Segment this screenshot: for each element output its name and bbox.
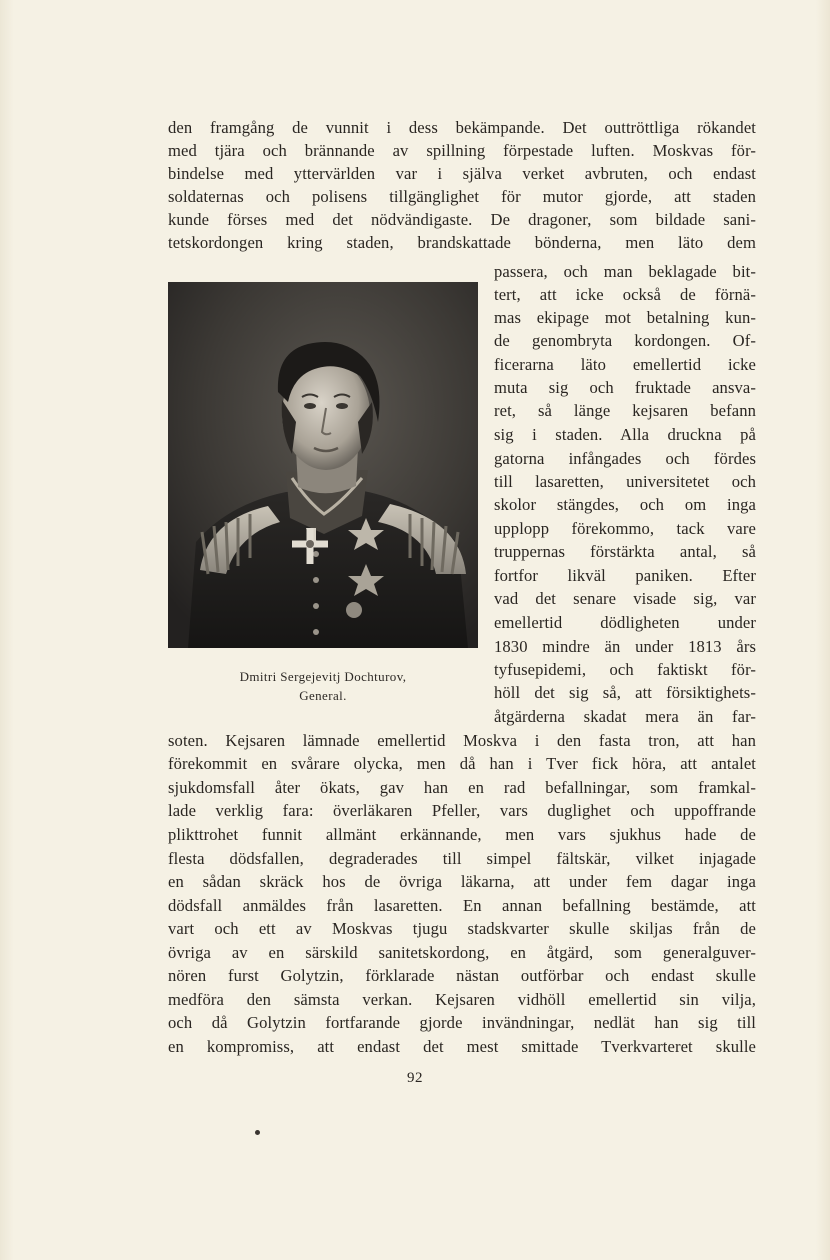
text-line: muta sig och fruktade ansva-	[494, 378, 756, 397]
text-line: flesta dödsfallen, degraderades till simpel fältskär, vilket injagade	[168, 849, 756, 868]
text-line: 1830 mindre än under 1813 års	[494, 637, 756, 656]
text-line: övriga av en särskild sanitetskordong, en åtgärd, som generalguver-	[168, 943, 756, 962]
text-line: truppernas förstärkta antal, så	[494, 542, 756, 561]
text-line: plikttrohet funnit allmänt erkännande, men vars sjukhus hade de	[168, 825, 756, 844]
text-line: den framgång de vunnit i dess bekämpande. Det outtröttliga rökandet	[168, 118, 756, 137]
text-line: upplopp förekommo, tack vare	[494, 519, 756, 538]
text-line: sig i staden. Alla druckna på	[494, 425, 756, 444]
text-line: åtgärderna skadat mera än far-	[494, 707, 756, 726]
text-line: tyfusepidemi, och faktiskt för-	[494, 660, 756, 679]
text-line: gatorna infångades och fördes	[494, 449, 756, 468]
text-line: höll det sig så, att försiktighets-	[494, 683, 756, 702]
text-line: skolor stängdes, och om inga	[494, 495, 756, 514]
figure-caption-name: Dmitri Sergejevitj Dochturov,	[239, 669, 407, 684]
text-line: tert, att icke också de förnä-	[494, 285, 756, 304]
text-line: sjukdomsfall åter ökats, gav han en rad befallningar, som framkal-	[168, 778, 756, 797]
text-line: kunde förses med det nödvändigaste. De dragoner, som bildade sani-	[168, 210, 756, 229]
page-number: 92	[407, 1070, 423, 1086]
ink-speck	[255, 1130, 260, 1135]
text-line: en sådan skräck hos de övriga läkarna, att under fem dagar inga	[168, 872, 756, 891]
text-line: vart och ett av Moskvas tjugu stadskvarter skulle skiljas från de	[168, 919, 756, 938]
text-line: till lasaretten, universitetet och	[494, 472, 756, 491]
text-line: med tjära och brännande av spillning förpestade luften. Moskvas för-	[168, 141, 756, 160]
text-line: ficerarna läto emellertid icke	[494, 355, 756, 374]
text-line: ret, så länge kejsaren befann	[494, 401, 756, 420]
text-line: emellertid dödligheten under	[494, 613, 756, 632]
text-line: en kompromiss, att endast det mest smittade Tverkvarteret skulle	[168, 1037, 756, 1056]
text-line: lade verklig fara: överläkaren Pfeller, vars duglighet och uppoffrande	[168, 801, 756, 820]
text-line: förekommit en svårare olycka, men då han i Tver fick höra, att antalet	[168, 754, 756, 773]
text-line: vad det senare visade sig, var	[494, 589, 756, 608]
text-line: tetskordongen kring staden, brandskattade bönderna, men läto dem	[168, 233, 756, 252]
text-line: bindelse med yttervärlden var i själva verket avbruten, och endast	[168, 164, 756, 183]
text-line: och då Golytzin fortfarande gjorde invändningar, nedlät han sig till	[168, 1013, 756, 1032]
text-line: medföra den sämsta verkan. Kejsaren vidhöll emellertid sin vilja,	[168, 990, 756, 1009]
text-line: nören furst Golytzin, förklarade nästan outförbar och endast skulle	[168, 966, 756, 985]
text-line: fortfor likväl paniken. Efter	[494, 566, 756, 585]
text-line: dödsfall anmäldes från lasaretten. En annan befallning bestämde, att	[168, 896, 756, 915]
text-line: de genombryta kordongen. Of-	[494, 331, 756, 350]
figure-caption-title: General.	[299, 688, 347, 703]
text-line: passera, och man beklagade bit-	[494, 262, 756, 281]
portrait-image	[168, 282, 478, 648]
text-line: mas ekipage mot betalning kun-	[494, 308, 756, 327]
text-line: soldaternas och polisens tillgänglighet för mutor gjorde, att staden	[168, 187, 756, 206]
text-line: soten. Kejsaren lämnade emellertid Moskva i den fasta tron, att han	[168, 731, 756, 750]
